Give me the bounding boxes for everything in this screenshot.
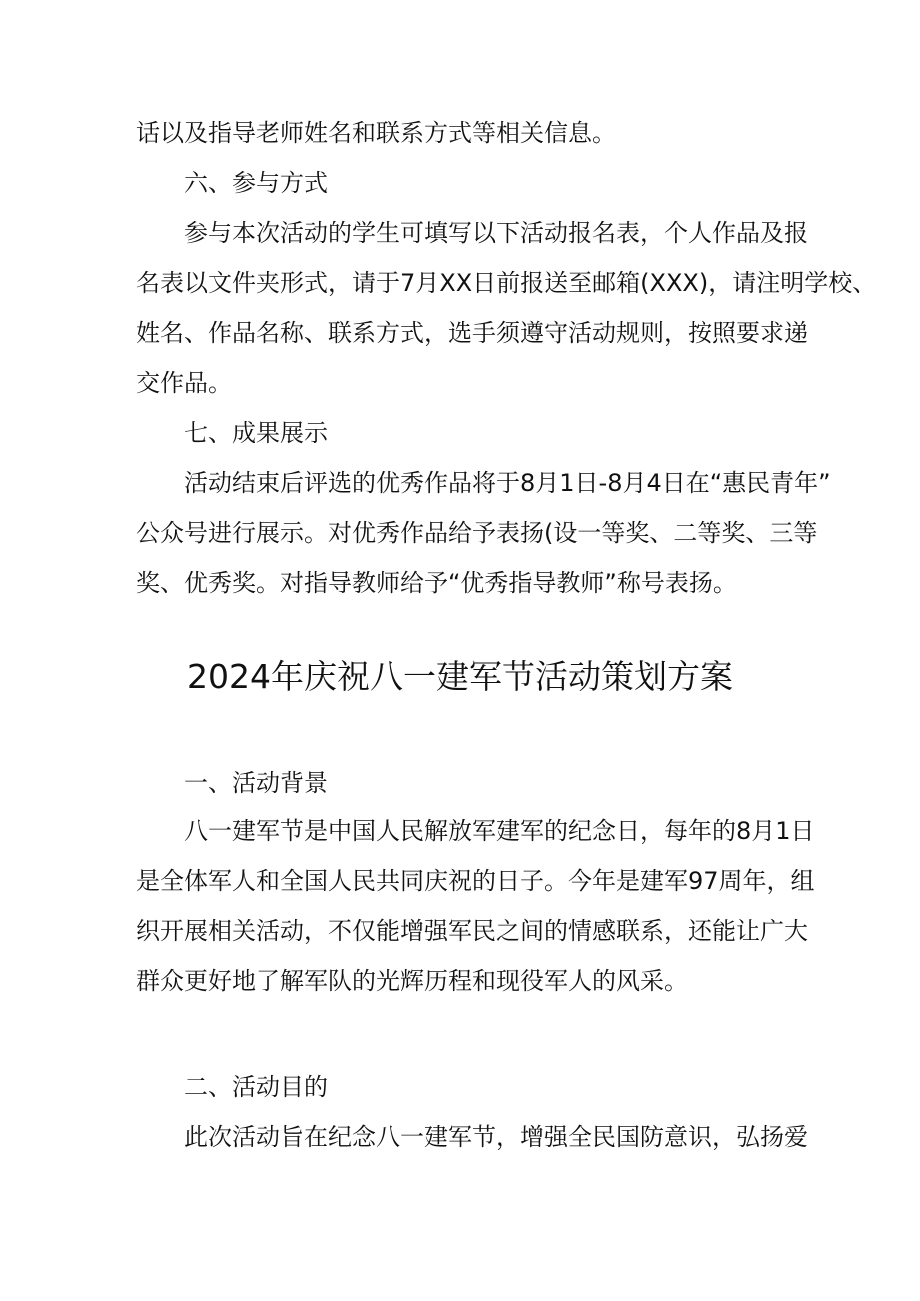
section-6-paragraph-line: 名表以文件夹形式，请于7月XX日前报送至邮箱(XXX)，请注明学校、 [136, 269, 877, 297]
section-1-heading: 一、活动背景 [184, 769, 328, 797]
section-6-heading: 六、参与方式 [184, 169, 328, 197]
section-1-paragraph-line: 是全体军人和全国人民共同庆祝的日子。今年是建军97周年，组 [136, 867, 815, 895]
document-title: 2024年庆祝八一建军节活动策划方案 [187, 657, 733, 696]
section-7-heading: 七、成果展示 [184, 419, 328, 447]
section-1-paragraph-line: 八一建军节是中国人民解放军建军的纪念日，每年的8月1日 [184, 817, 815, 845]
section-7-paragraph-line: 活动结束后评选的优秀作品将于8月1日-8月4日在“惠民青年” [184, 469, 831, 497]
intro-tail-line: 话以及指导老师姓名和联系方式等相关信息。 [136, 119, 616, 147]
section-6-paragraph-line: 交作品。 [136, 369, 232, 397]
section-6-paragraph-line: 姓名、作品名称、联系方式，选手须遵守活动规则，按照要求递 [136, 319, 808, 347]
section-7-paragraph-line: 公众号进行展示。对优秀作品给予表扬(设一等奖、二等奖、三等 [136, 519, 818, 547]
section-1-paragraph-line: 织开展相关活动，不仅能增强军民之间的情感联系，还能让广大 [136, 917, 808, 945]
section-6-paragraph-line: 参与本次活动的学生可填写以下活动报名表，个人作品及报 [184, 219, 808, 247]
section-1-paragraph-line: 群众更好地了解军队的光辉历程和现役军人的风采。 [136, 967, 688, 995]
section-2-heading: 二、活动目的 [184, 1073, 328, 1101]
section-2-paragraph-line: 此次活动旨在纪念八一建军节，增强全民国防意识，弘扬爱 [184, 1123, 808, 1151]
section-7-paragraph-line: 奖、优秀奖。对指导教师给予“优秀指导教师”称号表扬。 [136, 569, 737, 597]
